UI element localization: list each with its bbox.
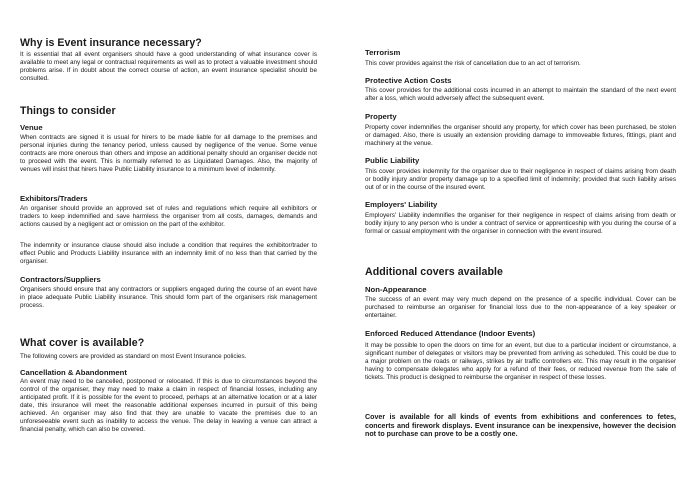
terrorism-heading: Terrorism	[365, 48, 401, 57]
public-liability-heading: Public Liability	[365, 156, 420, 165]
section-title-why: Why is Event insurance necessary?	[20, 37, 202, 49]
terrorism-paragraph: This cover provides against the risk of cancellation due to an act of terrorism.	[365, 60, 581, 67]
employers-liability-heading: Employers' Liability	[365, 200, 438, 209]
public-liability-paragraph: This cover provides indemnity for the organiser due to their negligence in respect of claims arising from death or bodily injury and/or property damage up to a specified limit of indemnity; provided that such liability arises out of or in the course of the insured event.	[365, 168, 676, 192]
why-paragraph: It is essential that all event organisers should have a good understanding of what insurance cover is available to meet any legal or contractual requirements as well as to protect a valuable investment should problems arise. If in doubt about the correct course of action, an event insurance specialist should be consulted.	[20, 51, 317, 83]
exhibitors-paragraph-1: An organiser should provide an approved set of rules and regulations which require all exhibitors or traders to keep indemnified and save harmless the organiser from all costs, damages, demands and actions caused by a negligent act or omission on the part of the exhibitor.	[20, 205, 317, 229]
non-appearance-paragraph: The success of an event may very much depend on the presence of a specific individual. Cover can be purchased to reimburse an organiser for financial loss due to the non-appearance of a key speaker or entertainer.	[365, 296, 676, 320]
protective-paragraph: This cover provides for the additional costs incurred in an attempt to maintain the standard of the next event after a loss, which would adversely affect the subsequent event.	[365, 87, 676, 103]
non-appearance-heading: Non-Appearance	[365, 285, 427, 294]
reduced-attendance-paragraph: It may be possible to open the doors on time for an event, but due to a particular incident or circumstance, a significant number of delegates or visitors may be prevented from arriving as scheduled. This could be due to a major problem on the roads or railways, strikes by air traffic controllers etc. This may result in the organiser having to compensate delegates who apply for a refund of their fees, or reduced revenue from the sale of tickets. This product is designed to reimburse the organiser in respect of these losses.	[365, 342, 676, 382]
reduced-attendance-heading: Enforced Reduced Attendance (Indoor Events)	[365, 329, 536, 338]
protective-heading: Protective Action Costs	[365, 76, 452, 85]
contractors-heading: Contractors/Suppliers	[20, 275, 101, 284]
exhibitors-paragraph-2: The indemnity or insurance clause should also include a condition that requires the exhibitor/trader to effect Public and Products Liability insurance with an indemnity limit of no less than that carried by the organiser.	[20, 242, 317, 266]
property-heading: Property	[365, 112, 397, 121]
cover-intro: The following covers are provided as standard on most Event Insurance policies.	[20, 353, 247, 360]
contractors-paragraph: Organisers should ensure that any contractors or suppliers engaged during the course of an event have in place adequate Public Liability insurance. This should form part of the organisers risk management process.	[20, 286, 317, 310]
cancellation-paragraph: An event may need to be cancelled, postponed or relocated. If this is due to circumstances beyond the control of the organiser, they may need to make a claim in respect of financial losses, including any anticipated profit. If it is possible for the event to proceed, perhaps at an alternative location or at a later date, this insurance will meet the reasonable additional expenses incurred in pursuit of this being achieved. An organiser may also find that they are unable to vacate the premises due to an unforeseeable event such as inability to access the venue. The delay in leaving a venue can attract a financial penalty, which can also be covered.	[20, 378, 317, 434]
closing-statement: Cover is available for all kinds of events from exhibitions and conferences to fetes, concerts and firework displays. Event insurance can be inexpensive, however the decision not to purchase can prove to be a costly one.	[365, 413, 676, 439]
property-paragraph: Property cover indemnifies the organiser should any property, for which cover has been purchased, be stolen or damaged. Also, there is usually an extension providing damage to immoveable fixtures, fittings, plant and machinery at the venue.	[365, 124, 676, 148]
venue-paragraph: When contracts are signed it is usual for hirers to be made liable for all damage to the premises and personal injuries during the tenancy period, unless caused by negligence of the venue. Some venue contracts are more onerous than others and impose an additional penalty should an organiser decide not to proceed with the event. This is normally referred to as Liquidated Damages. Also, the majority of venues will insist that hirers have Public Liability insurance to a minimum level of indemnity.	[20, 134, 317, 174]
section-title-cover: What cover is available?	[20, 337, 145, 349]
employers-liability-paragraph: Employers' Liability indemnifies the organiser for their negligence in respect of claims arising from death or bodily injury to any person who is under a contract of service or apprenticeship with you during the course of a formal or casual employment with the organiser in connection with the event insured.	[365, 212, 676, 236]
venue-heading: Venue	[20, 123, 43, 132]
section-title-additional: Additional covers available	[365, 266, 503, 278]
cancellation-heading: Cancellation & Abandonment	[20, 368, 127, 377]
exhibitors-heading: Exhibitors/Traders	[20, 194, 88, 203]
section-title-things: Things to consider	[20, 105, 116, 117]
